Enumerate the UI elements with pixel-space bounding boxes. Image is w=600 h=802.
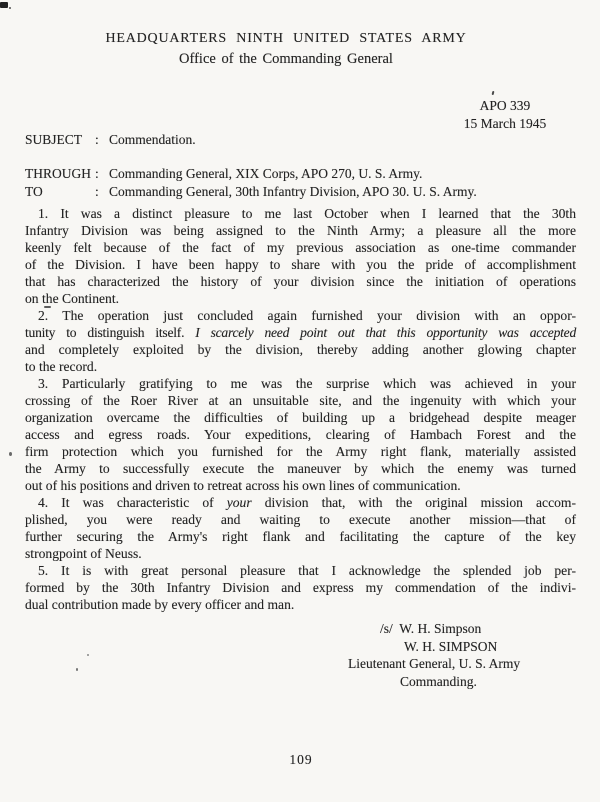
meta-label: TO bbox=[25, 184, 43, 199]
scan-artifact bbox=[0, 2, 8, 8]
body-line bbox=[25, 358, 576, 375]
meta-label: THROUGH bbox=[25, 166, 91, 181]
body-line bbox=[25, 239, 576, 256]
apo-number: APO 339 bbox=[479, 98, 531, 113]
body-line bbox=[25, 307, 576, 324]
body-line bbox=[25, 477, 576, 494]
body-line bbox=[25, 545, 576, 562]
text-run: strongpoint of Neuss. bbox=[25, 546, 142, 561]
text-run: further securing the Army's right flank and facilitating the capture of the key bbox=[25, 529, 576, 544]
body-line bbox=[25, 579, 576, 596]
body-line bbox=[25, 392, 576, 409]
meta-block bbox=[25, 131, 576, 201]
scan-artifact bbox=[492, 91, 495, 95]
text-run: of the Division. I have been happy to share with you the pride of accomplishment bbox=[25, 257, 576, 272]
letter-body bbox=[25, 205, 576, 613]
body-line bbox=[25, 528, 576, 545]
text-run: tunity to distinguish itself. bbox=[25, 325, 196, 340]
body-line bbox=[25, 273, 576, 290]
emphasis-text: I scarcely need point out that this opportunity was accepted bbox=[195, 325, 576, 340]
date-block bbox=[450, 97, 560, 133]
body-line bbox=[25, 222, 576, 239]
text-run: division that, with the original mission accom- bbox=[251, 495, 576, 510]
meta-text: Commanding General, 30th Infantry Division, APO 30. U. S. Army. bbox=[109, 184, 477, 199]
text-run: to the record. bbox=[25, 359, 98, 374]
text-run: formed by the 30th Infantry Division and express my commendation of the indivi- bbox=[25, 580, 576, 595]
body-line bbox=[25, 511, 576, 528]
text-run: 3. Particularly gratifying to me was the surprise which was achieved in your bbox=[38, 376, 576, 391]
text-run: 2. The operation just concluded again furnished your division with an oppor- bbox=[38, 308, 576, 323]
text-run: access and egress roads. Your expeditions, clearing of Hambach Forest and the bbox=[25, 427, 576, 442]
meta-colon: : bbox=[95, 184, 99, 199]
page-number: 109 bbox=[289, 752, 313, 767]
body-line bbox=[25, 409, 576, 426]
body-line bbox=[25, 562, 576, 579]
body-line bbox=[25, 205, 576, 222]
body-line bbox=[25, 443, 576, 460]
paragraph bbox=[25, 562, 576, 613]
signature-line: /s/ W. H. Simpson bbox=[380, 621, 482, 636]
text-run: 1. It was a distinct pleasure to me last October when I learned that the 30th bbox=[38, 206, 576, 221]
scan-artifact bbox=[76, 668, 78, 671]
text-run: firm protection which you furnished for the Army right flank, materially assisted bbox=[25, 444, 576, 459]
meta-text: Commendation. bbox=[109, 132, 196, 147]
scan-artifact bbox=[9, 7, 11, 9]
paragraph bbox=[25, 307, 576, 375]
paragraph bbox=[25, 494, 576, 562]
text-run: 5. It is with great personal pleasure that I acknowledge the splended job per- bbox=[38, 563, 576, 578]
emphasis-text: your bbox=[226, 495, 252, 510]
text-run: Infantry Division was being assigned to the Ninth Army; a pleasure all the more bbox=[25, 223, 576, 238]
signature-line: Lieutenant General, U. S. Army bbox=[348, 656, 521, 671]
body-line bbox=[25, 596, 576, 613]
meta-text: Commanding General, XIX Corps, APO 270, U. S. Army. bbox=[109, 166, 423, 181]
letter-date: 15 March 1945 bbox=[463, 116, 547, 131]
scan-artifact bbox=[9, 452, 12, 456]
meta-colon: : bbox=[95, 166, 99, 181]
letterhead-title: HEADQUARTERS NINTH UNITED STATES ARMY bbox=[105, 31, 467, 46]
signature-block bbox=[348, 620, 564, 690]
text-run: on the Continent. bbox=[25, 291, 120, 306]
paragraph bbox=[25, 375, 576, 494]
letterhead bbox=[0, 31, 572, 68]
signature-line: Commanding. bbox=[400, 673, 477, 689]
text-run: 4. It was characteristic of bbox=[38, 495, 227, 510]
body-line bbox=[25, 375, 576, 392]
text-run: the Army to successfully execute the maneuver by which the enemy was turned bbox=[25, 461, 576, 476]
text-run: crossing of the Roer River at an unsuitable site, and the ingenuity with which your bbox=[25, 393, 576, 408]
meta-row-through bbox=[25, 165, 576, 183]
text-run: that has characterized the history of your division since the initiation of operations bbox=[25, 274, 576, 289]
text-run: and completely exploited by the division, thereby adding another glowing chapter bbox=[25, 342, 576, 357]
meta-label: SUBJECT bbox=[25, 132, 83, 147]
text-run: keenly felt because of the fact of my previous association as one-time commander bbox=[25, 240, 576, 255]
body-line bbox=[25, 494, 576, 511]
text-run: dual contribution made by every officer and man. bbox=[25, 597, 295, 612]
body-line bbox=[25, 256, 576, 273]
meta-row-to bbox=[25, 183, 576, 201]
text-run: organization overcame the difficulties of building up a bridgehead despite meager bbox=[25, 410, 576, 425]
signature-line: W. H. SIMPSON bbox=[404, 638, 498, 654]
paragraph bbox=[25, 205, 576, 307]
body-line bbox=[25, 290, 576, 307]
letterhead-office: Office of the Commanding General bbox=[179, 51, 393, 67]
body-line bbox=[25, 460, 576, 477]
body-line bbox=[25, 341, 576, 358]
meta-colon: : bbox=[95, 132, 99, 147]
body-line bbox=[25, 426, 576, 443]
scan-artifact bbox=[87, 654, 89, 656]
meta-row-subject bbox=[25, 131, 576, 149]
text-run: out of his positions and driven to retreat across his own lines of communication. bbox=[25, 478, 461, 493]
text-run: plished, you were ready and waiting to execute another mission—that of bbox=[25, 512, 576, 527]
body-line bbox=[25, 324, 576, 341]
